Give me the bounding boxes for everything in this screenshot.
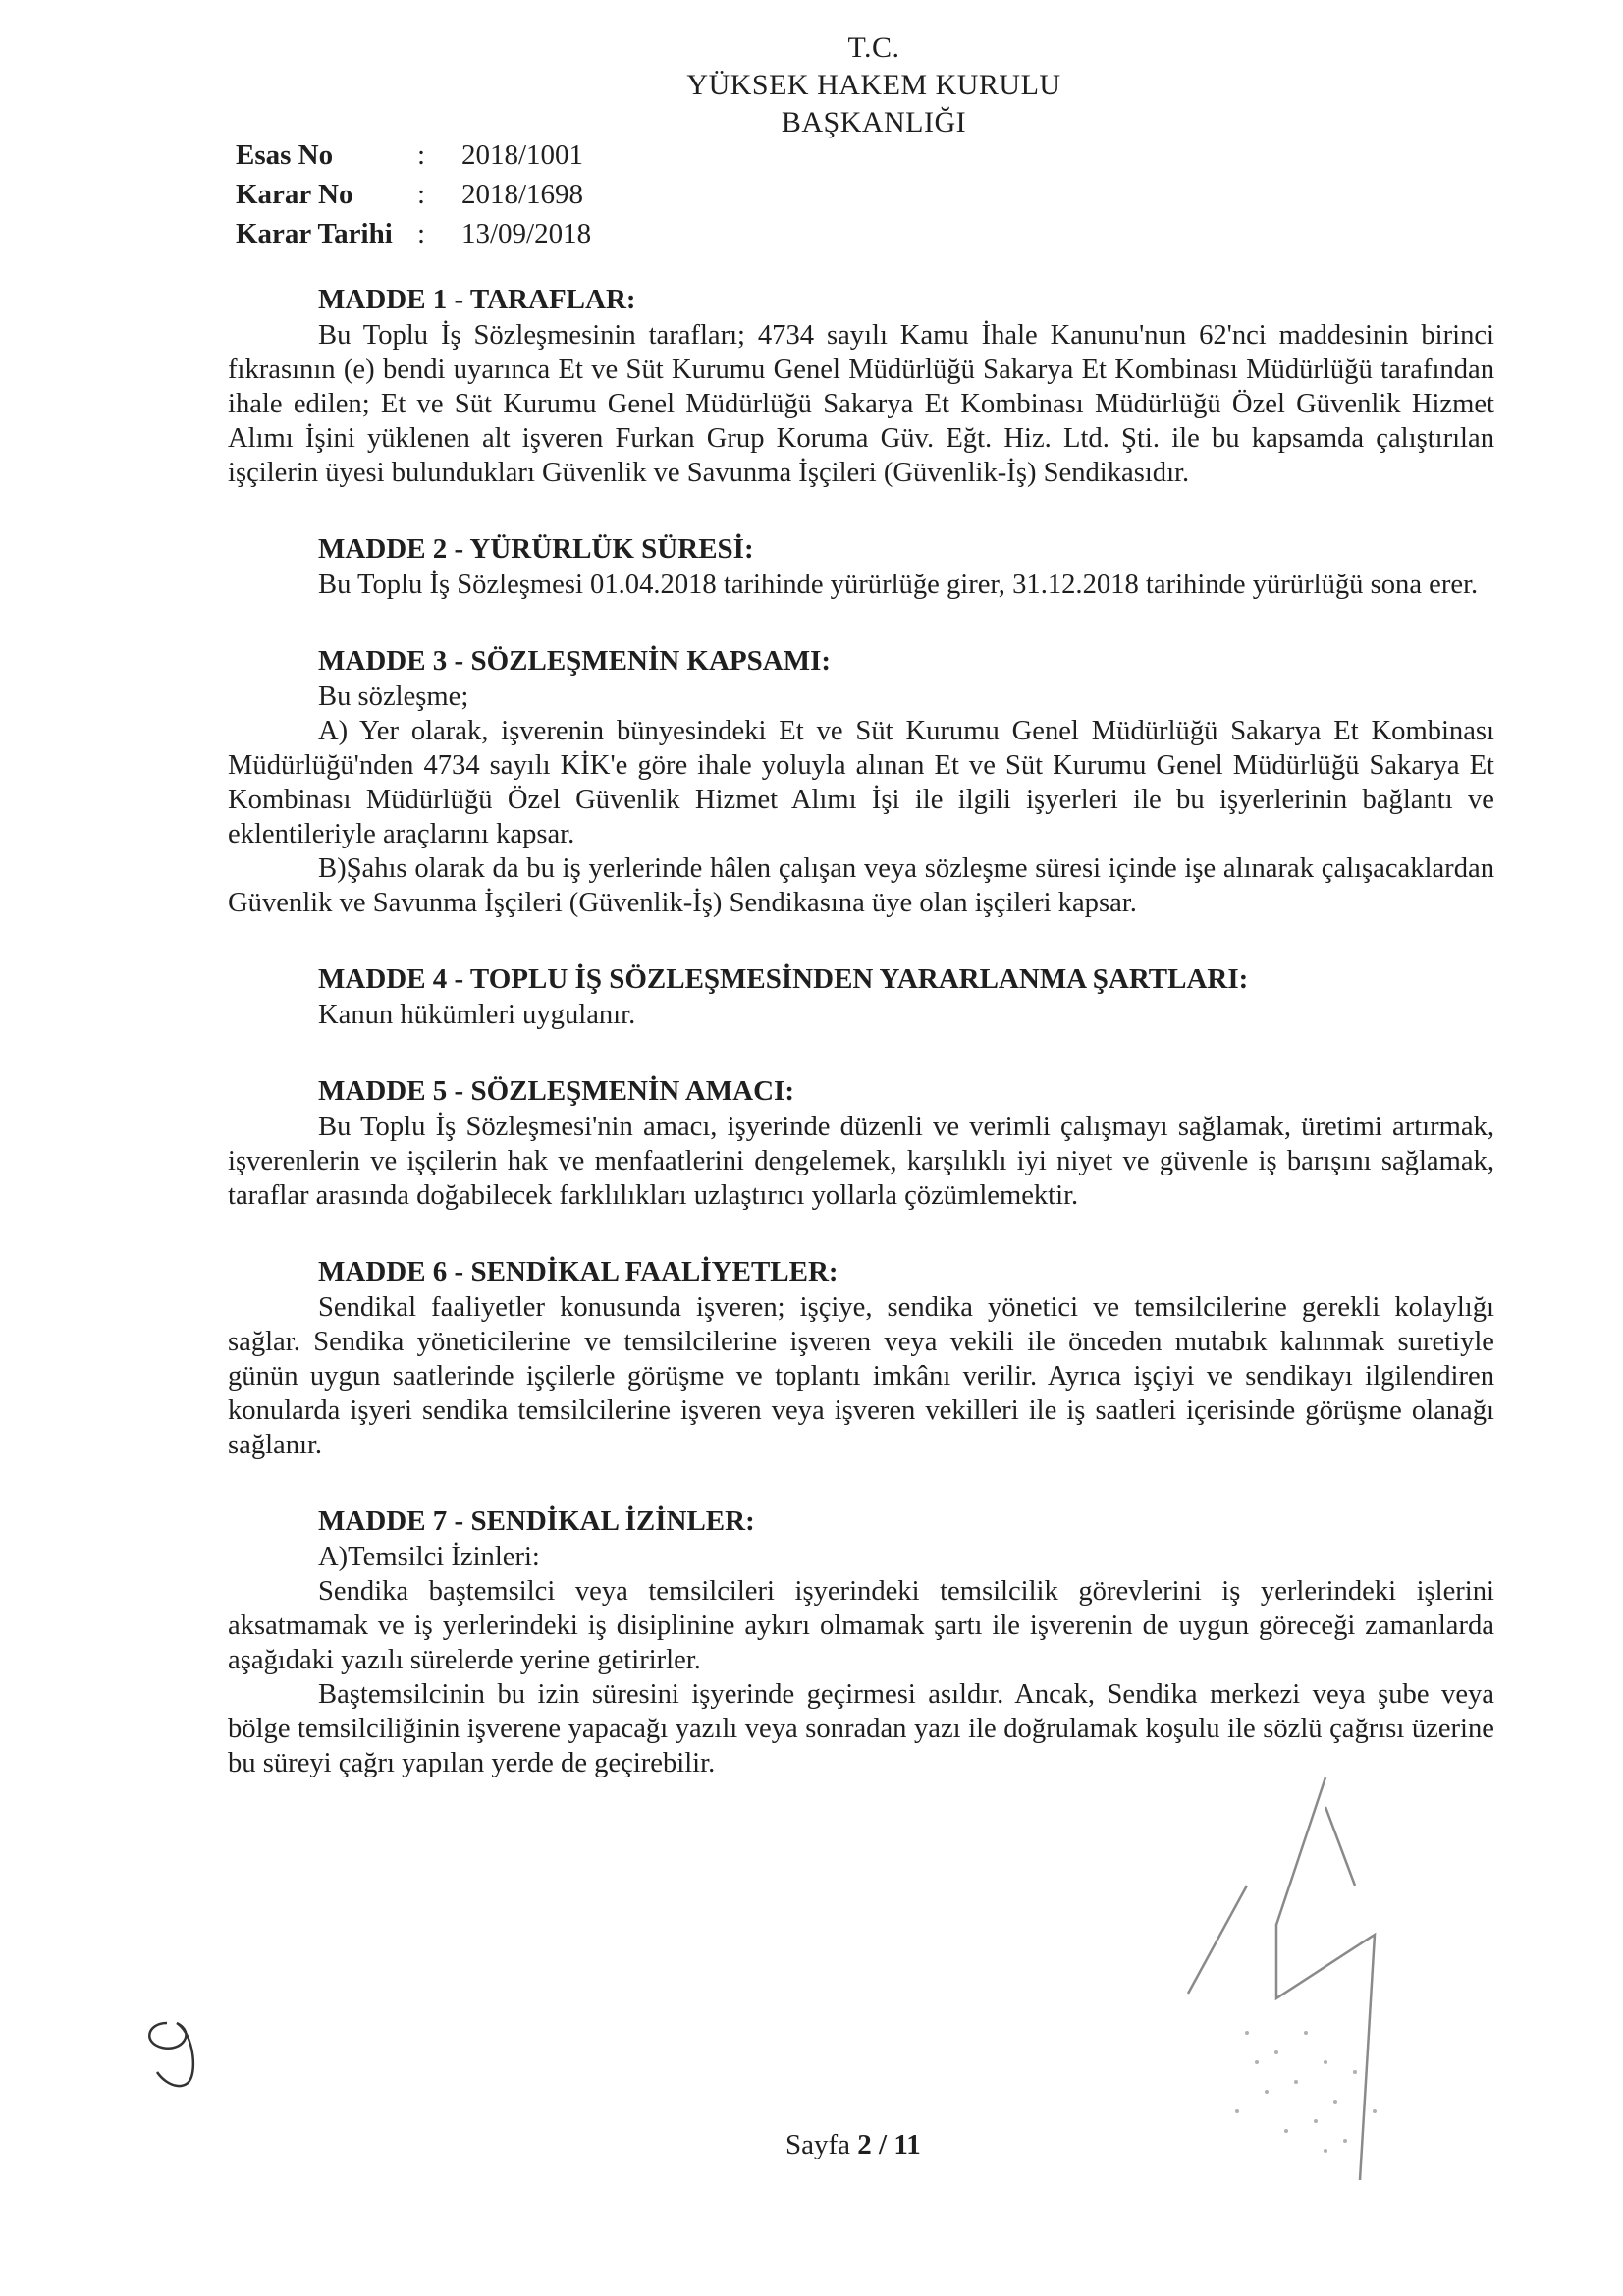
case-info-row	[236, 214, 591, 253]
article-2	[228, 530, 1494, 602]
article-paragraph: A)Temsilci İzinleri:	[318, 1542, 540, 1572]
case-info-key: Karar No	[236, 179, 353, 210]
article-4	[228, 960, 1494, 1032]
case-info-value: 2018/1001	[461, 139, 584, 171]
header-line-2: YÜKSEK HAKEM KURULU	[686, 69, 1061, 101]
article-6	[228, 1253, 1494, 1462]
article-paragraph: Bu Toplu İş Sözleşmesinin tarafları; 4734 sayılı Kamu İhale Kanunu'nun 62'nci maddesinin birinci fıkrasının (e) bendi uyarınca Et ve Süt Kurumu Genel Müdürlüğü Sakarya Et Kombinası Müdürlüğü tarafından ihale edilen; Et ve Süt Kurumu Genel Müdürlüğü Sakarya Et Kombinası Müdürlüğü Özel Güvenlik Hizmet Alımı İşini yüklenen alt işveren Furkan Grup Koruma Güv. Eğt. Hiz. Ltd. Şti. ile bu kapsamda çalıştırılan işçilerin üyesi bulundukları Güvenlik ve Savunma İşçileri (Güvenlik-İş) Sendikasıdır.	[228, 320, 1494, 488]
document-body	[228, 281, 1494, 1821]
case-info-row	[236, 136, 591, 175]
article-paragraph: Bu Toplu İş Sözleşmesi'nin amacı, işyerinde düzenli ve verimli çalışmayı sağlamak, üretimi artırmak, işverenlerin ve işçilerin hak ve menfaatlerini dengelemek, karşılıklı iyi niyet ve güvenle iş barışını sağlamak, taraflar arasında doğabilecek farklılıkları uzlaştırıcı yollarla çözümlemektir.	[228, 1112, 1494, 1211]
article-title: MADDE 2 - YÜRÜRLÜK SÜRESİ:	[318, 533, 754, 565]
article-title: MADDE 3 - SÖZLEŞMENİN KAPSAMI:	[318, 645, 832, 677]
article-paragraph: Bu Toplu İş Sözleşmesi 01.04.2018 tarihinde yürürlüğe girer, 31.12.2018 tarihinde yürürlüğü sona erer.	[318, 570, 1479, 600]
article-title: MADDE 7 - SENDİKAL İZİNLER:	[318, 1505, 755, 1537]
initial-mark-icon	[137, 2003, 226, 2102]
case-info-colon: :	[417, 179, 426, 210]
article-paragraph: Baştemsilcinin bu izin süresini işyerinde geçirmesi asıldır. Ancak, Sendika merkezi veya şube veya bölge temsilciliğinin işverene yapacağı yazılı veya sonradan yazı ile doğrulamak koşulu ile sözlü çağrısı üzerine bu süreyi çağrı yapılan yerde de geçirebilir.	[228, 1679, 1494, 1778]
case-info-key: Esas No	[236, 139, 334, 171]
article-title: MADDE 1 - TARAFLAR:	[318, 284, 636, 315]
case-info-colon: :	[417, 218, 426, 249]
article-paragraph: Sendikal faaliyetler konusunda işveren; işçiye, sendika yönetici ve temsilcilerine gerekli kolaylığı sağlar. Sendika yöneticilerine ve temsilcilerine işveren veya vekili ile önceden mutabık kalınmak suretiyle günün uygun saatlerinde işçilerle görüşme ve toplantı imkânı verilir. Ayrıca işçiyi ve sendikayı ilgilendiren konularda işyeri sendika temsilcilerine işveren veya işveren vekilleri ile iş saatleri içerisinde görüşme olanağı sağlanır.	[228, 1292, 1494, 1460]
article-1	[228, 281, 1494, 490]
article-title: MADDE 6 - SENDİKAL FAALİYETLER:	[318, 1256, 839, 1287]
institution-header	[628, 29, 1119, 141]
article-paragraph: B)Şahıs olarak da bu iş yerlerinde hâlen çalışan veya sözleşme süresi içinde işe alınarak çalışacaklardan Güvenlik ve Savunma İşçileri (Güvenlik-İş) Sendikasına üye olan işçileri kapsar.	[228, 853, 1494, 918]
article-7	[228, 1503, 1494, 1780]
header-line-3: BAŞKANLIĞI	[781, 106, 967, 138]
signature-stamp-icon	[1129, 1768, 1453, 2180]
article-paragraph: Bu sözleşme;	[318, 682, 469, 712]
article-paragraph: Sendika baştemsilci veya temsilcileri işyerindeki temsilcilik görevlerini iş yerlerindeki işlerini aksatmamak ve iş yerlerindeki iş disiplinine aykırı olmamak şartı ile işverenin de uygun göreceği zamanlarda aşağıdaki yazılı sürelerde yerine getirirler.	[228, 1576, 1494, 1675]
article-paragraph: A) Yer olarak, işverenin bünyesindeki Et ve Süt Kurumu Genel Müdürlüğü Sakarya Et Kombinası Müdürlüğü'nden 4734 sayılı KİK'e göre ihale yoluyla alınan Et ve Süt Kurumu Genel Müdürlüğü Sakarya Et Kombinası Müdürlüğü Özel Güvenlik Hizmet Alımı İşi ile ilgili işyerleri ile bu işyerlerinin bağlantı ve eklentileriyle araçlarını kapsar.	[228, 716, 1494, 849]
page-number: 2 / 11	[857, 2129, 921, 2160]
article-5	[228, 1072, 1494, 1213]
article-title: MADDE 5 - SÖZLEŞMENİN AMACI:	[318, 1075, 794, 1107]
article-paragraph: Kanun hükümleri uygulanır.	[318, 1000, 636, 1030]
case-info-row	[236, 175, 591, 214]
article-3	[228, 642, 1494, 920]
case-info	[236, 136, 591, 253]
page-label: Sayfa	[785, 2129, 858, 2160]
page-footer	[785, 2129, 921, 2161]
case-info-value: 2018/1698	[461, 179, 584, 210]
case-info-colon: :	[417, 139, 426, 171]
case-info-value: 13/09/2018	[461, 218, 592, 249]
article-title: MADDE 4 - TOPLU İŞ SÖZLEŞMESİNDEN YARARLANMA ŞARTLARI:	[318, 963, 1249, 995]
header-line-1: T.C.	[847, 31, 900, 64]
case-info-key: Karar Tarihi	[236, 218, 393, 249]
